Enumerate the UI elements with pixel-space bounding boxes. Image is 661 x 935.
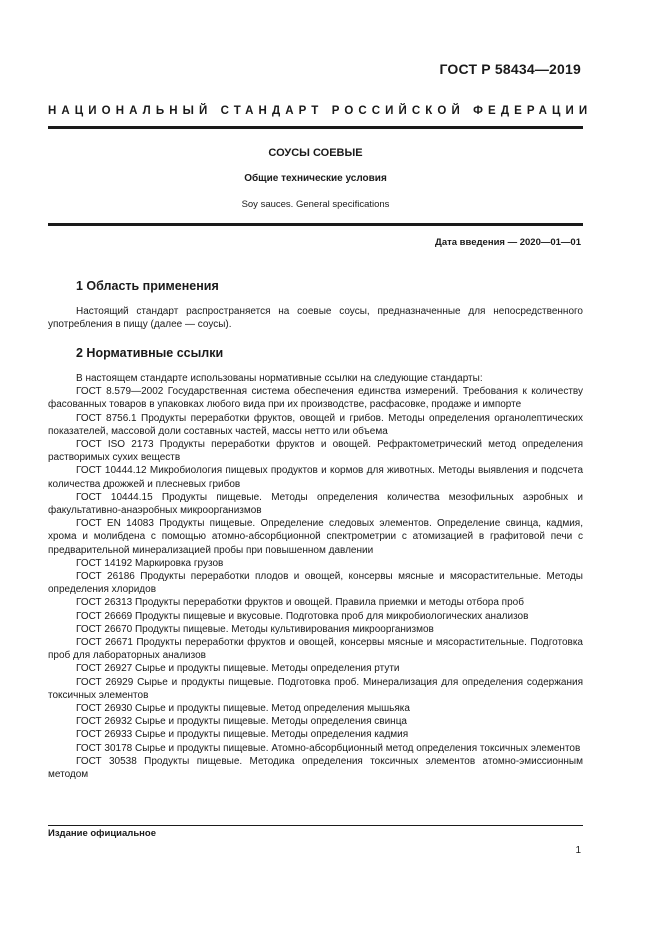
reference-item: ГОСТ 30538 Продукты пищевые. Методика определения токсичных элементов атомно-эмиссионным методом	[48, 755, 583, 781]
reference-item: ГОСТ 8.579—2002 Государственная система обеспечения единства измерений. Требования к количеству фасованных товаров в упаковках любого вида при их производстве, расфасовке, продаже и импорте	[48, 386, 583, 411]
introduction-date: Дата введения — 2020—01—01	[435, 237, 581, 248]
section-1-paragraph: Настоящий стандарт распространяется на соевые соусы, предназначенные для непосредственного употребления в пищу (далее — соусы).	[48, 306, 583, 331]
references-list	[48, 372, 583, 781]
document-title: СОУСЫ СОЕВЫЕ	[268, 147, 363, 159]
reference-item: ГОСТ 26930 Сырье и продукты пищевые. Метод определения мышьяка	[76, 703, 410, 715]
reference-item: ГОСТ 26670 Продукты пищевые. Методы культивирования микроорганизмов	[76, 623, 434, 635]
reference-item: ГОСТ 26671 Продукты переработки фруктов и овощей, консервы мясные и мясорастительные. Подготовка проб для лабораторных анализов	[48, 637, 583, 662]
references-intro: В настоящем стандарте использованы нормативные ссылки на следующие стандарты:	[76, 373, 483, 384]
official-edition-label: Издание официальное	[48, 828, 156, 839]
reference-item: ГОСТ 10444.15 Продукты пищевые. Методы определения количества мезофильных аэробных и факультативно-анаэробных микроорганизмов	[48, 491, 583, 517]
reference-item: ГОСТ EN 14083 Продукты пищевые. Определение следовых элементов. Определение свинца, кадмия, хрома и молибдена с помощью атомно-абсорбционной спектрометрии с атомизацией в графитовой печи с предварительной минерализацией пробы при повышенном давлении	[48, 518, 583, 556]
top-rule	[48, 126, 583, 129]
section-1-heading: 1 Область применения	[76, 279, 219, 293]
reference-item: ГОСТ 26929 Сырье и продукты пищевые. Подготовка проб. Минерализация для определения содержания токсичных элементов	[48, 676, 583, 701]
national-standard-banner: НАЦИОНАЛЬНЫЙ СТАНДАРТ РОССИЙСКОЙ ФЕДЕРАЦИИ	[48, 105, 593, 117]
reference-item: ГОСТ 14192 Маркировка грузов	[76, 557, 224, 569]
section-1-body	[48, 305, 583, 331]
reference-item: ГОСТ 26669 Продукты пищевые и вкусовые. Подготовка проб для микробиологических анализов	[76, 610, 529, 622]
reference-item: ГОСТ 26932 Сырье и продукты пищевые. Методы определения свинца	[76, 716, 407, 728]
document-english-title: Soy sauces. General specifications	[241, 199, 390, 210]
reference-item: ГОСТ 26313 Продукты переработки фруктов и овощей. Правила приемки и методы отбора проб	[76, 597, 524, 609]
reference-item: ГОСТ 26186 Продукты переработки плодов и овощей, консервы мясные и мясорастительные. Методы определения хлоридов	[48, 571, 583, 596]
gost-number: ГОСТ Р 58434—2019	[439, 61, 581, 77]
page-number: 1	[575, 845, 581, 856]
reference-item: ГОСТ 26933 Сырье и продукты пищевые. Методы определения кадмия	[76, 729, 409, 741]
reference-item: ГОСТ ISO 2173 Продукты переработки фруктов и овощей. Рефрактометрический метод определения растворимых сухих веществ	[48, 439, 583, 464]
reference-item: ГОСТ 8756.1 Продукты переработки фруктов, овощей и грибов. Методы определения органолептических показателей, массовой доли составных частей, массы нетто или объема	[48, 412, 583, 437]
footer-rule	[48, 825, 583, 826]
title-bottom-rule	[48, 223, 583, 226]
section-2-heading: 2 Нормативные ссылки	[76, 346, 224, 360]
document-subtitle: Общие технические условия	[244, 173, 387, 184]
reference-item: ГОСТ 10444.12 Микробиология пищевых продуктов и кормов для животных. Методы выявления и подсчета количества дрожжей и плесневых грибов	[48, 465, 583, 490]
reference-item: ГОСТ 26927 Сырье и продукты пищевые. Методы определения ртути	[76, 663, 400, 675]
reference-item: ГОСТ 30178 Сырье и продукты пищевые. Атомно-абсорбционный метод определения токсичных элементов	[76, 742, 581, 754]
